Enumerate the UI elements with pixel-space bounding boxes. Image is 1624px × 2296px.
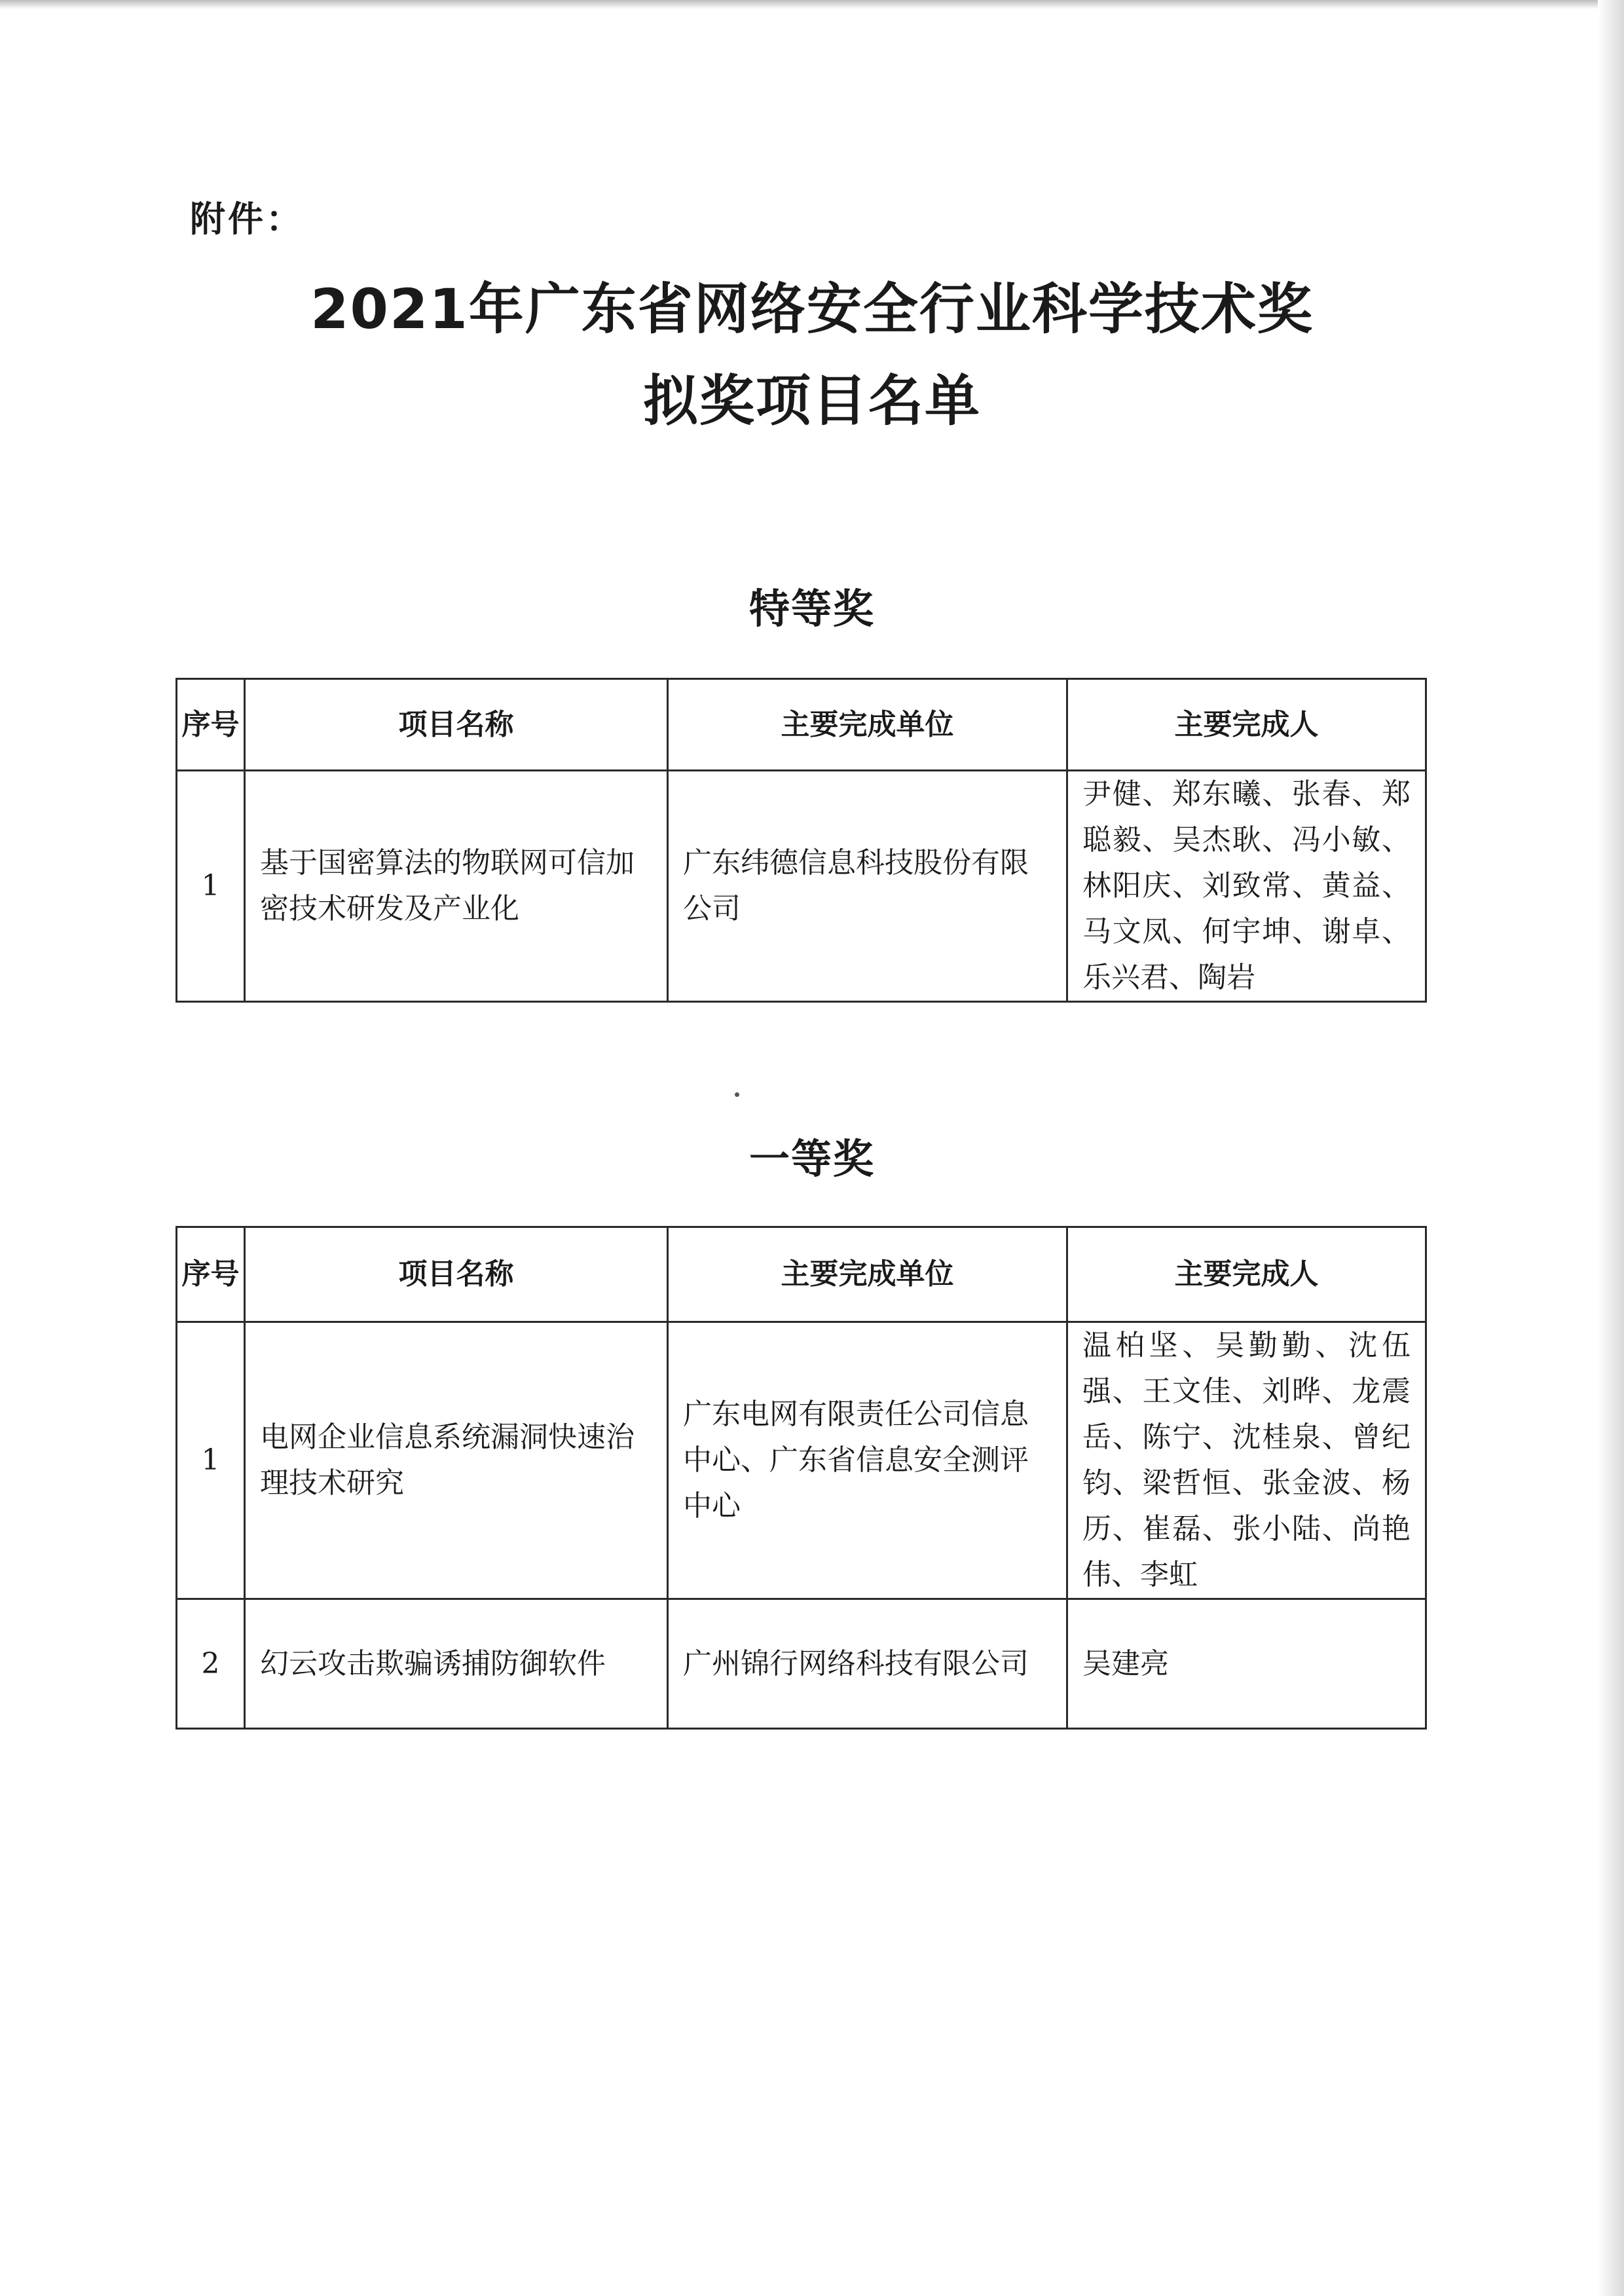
- cell-persons: 温柏坚、吴勤勤、沈伍强、王文佳、刘晔、龙震岳、陈宁、沈桂泉、曾纪钧、梁哲恒、张金波、杨历、崔磊、张小陆、尚艳伟、李虹: [1067, 1322, 1426, 1599]
- cell-unit: 广东电网有限责任公司信息中心、广东省信息安全测评中心: [668, 1322, 1067, 1599]
- cell-seq: 1: [177, 771, 245, 1002]
- header-persons: 主要完成人: [1067, 1227, 1426, 1322]
- scan-edge-top: [0, 0, 1624, 9]
- table-row: [177, 1599, 1426, 1729]
- cell-persons: 尹健、郑东曦、张春、郑聪毅、吴杰耿、冯小敏、林阳庆、刘致常、黄益、马文凤、何宇坤、谢卓、乐兴君、陶岩: [1067, 771, 1426, 1002]
- header-seq: 序号: [177, 1227, 245, 1322]
- cell-persons: 吴建亮: [1067, 1599, 1426, 1729]
- header-unit: 主要完成单位: [668, 1227, 1067, 1322]
- table-row: [177, 1322, 1426, 1599]
- header-persons: 主要完成人: [1067, 679, 1426, 771]
- table-header-row: [177, 1227, 1426, 1322]
- scan-speck: [735, 1092, 739, 1097]
- cell-seq: 1: [177, 1322, 245, 1599]
- cell-project: 电网企业信息系统漏洞快速治理技术研究: [245, 1322, 668, 1599]
- cell-unit: 广东纬德信息科技股份有限公司: [668, 771, 1067, 1002]
- cell-unit: 广州锦行网络科技有限公司: [668, 1599, 1067, 1729]
- cell-project: 基于国密算法的物联网可信加密技术研发及产业化: [245, 771, 668, 1002]
- cell-seq: 2: [177, 1599, 245, 1729]
- header-seq: 序号: [177, 679, 245, 771]
- special-prize-table: [175, 678, 1427, 1003]
- table-row: [177, 771, 1426, 1002]
- header-project: 项目名称: [245, 679, 668, 771]
- first-prize-table: [175, 1226, 1427, 1730]
- document-subtitle: 拟奖项目名单: [642, 369, 981, 433]
- document-title: 2021年广东省网络安全行业科学技术奖: [310, 277, 1314, 341]
- section-heading-special-prize: 特等奖: [748, 585, 875, 633]
- cell-project: 幻云攻击欺骗诱捕防御软件: [245, 1599, 668, 1729]
- table-header-row: [177, 679, 1426, 771]
- attachment-label: 附件：: [190, 198, 304, 240]
- header-unit: 主要完成单位: [668, 679, 1067, 771]
- header-project: 项目名称: [245, 1227, 668, 1322]
- section-heading-first-prize: 一等奖: [748, 1135, 875, 1183]
